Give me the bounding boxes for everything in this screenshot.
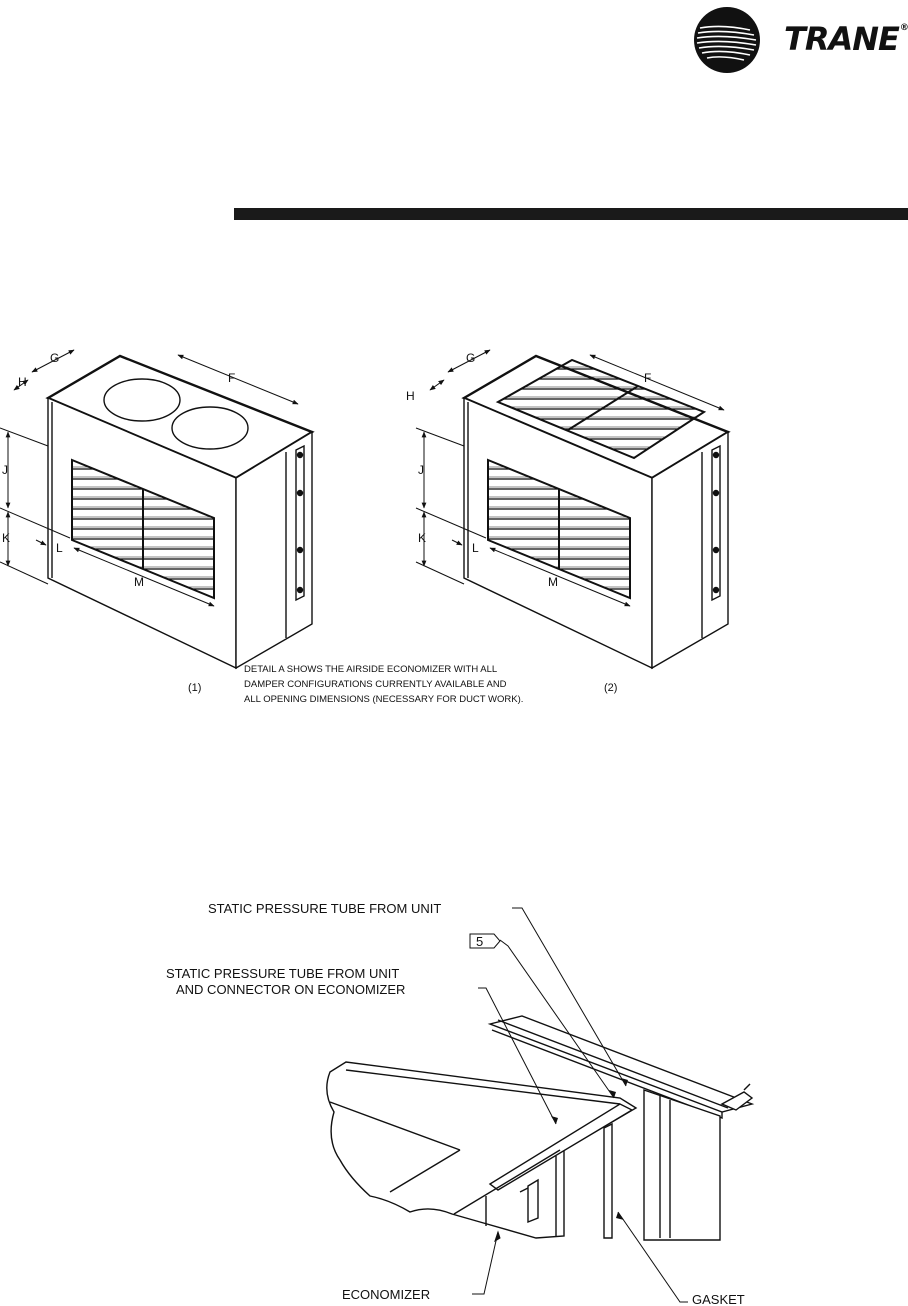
dim-label-l-2: L [472, 541, 479, 555]
dim-label-j-1: J [2, 463, 8, 477]
detail-note-line-3: ALL OPENING DIMENSIONS (NECESSARY FOR DUCT WORK). [244, 694, 524, 705]
callout-static-tube-unit: STATIC PRESSURE TUBE FROM UNIT [208, 901, 442, 916]
callout-static-tube-connector-line-1: STATIC PRESSURE TUBE FROM UNIT [166, 966, 400, 981]
install-detail-drawing [327, 1016, 752, 1240]
dim-label-k-1: K [2, 531, 11, 545]
figure-caption-2: (2) [604, 682, 618, 694]
fan-opening-1b [172, 407, 248, 449]
fan-opening-1a [104, 379, 180, 421]
callout-gasket: GASKET [692, 1292, 745, 1306]
detail-note-line-1: DETAIL A SHOWS THE AIRSIDE ECONOMIZER WITH ALL [244, 664, 498, 675]
figure-caption-1: (1) [188, 682, 202, 694]
dim-label-m-1: M [134, 575, 144, 589]
svg-text:5: 5 [476, 934, 484, 949]
dim-label-k-2: K [418, 531, 427, 545]
detail-note-line-2: DAMPER CONFIGURATIONS CURRENTLY AVAILABLE AND [244, 679, 507, 690]
callout-static-tube-connector-line-2: AND CONNECTOR ON ECONOMIZER [176, 982, 406, 997]
dim-label-f-1: F [228, 371, 236, 385]
brand-wordmark: TRANE® [784, 20, 908, 58]
dim-label-l-1: L [56, 541, 63, 555]
callout-tag-5 [470, 934, 500, 949]
dim-label-h-1: H [18, 375, 27, 389]
dim-label-f-2: F [644, 371, 652, 385]
dim-label-h-2: H [406, 389, 415, 403]
dim-label-m-2: M [548, 575, 558, 589]
dim-label-g-1: G [50, 351, 60, 365]
callout-economizer: ECONOMIZER [342, 1287, 431, 1302]
dim-label-g-2: G [466, 351, 476, 365]
dim-label-j-2: J [418, 463, 424, 477]
